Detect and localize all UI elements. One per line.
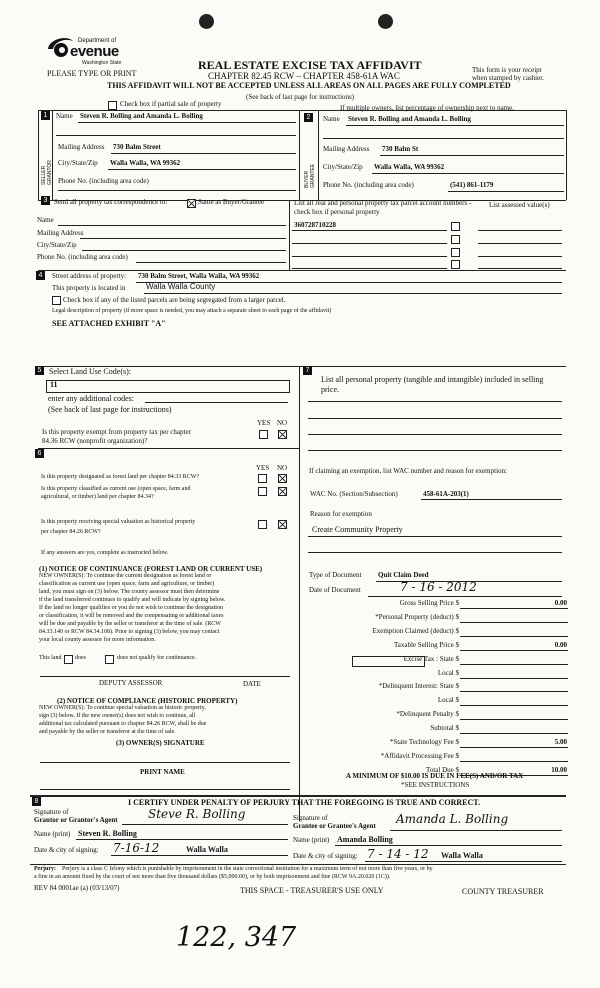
section-2-badge: 2 (304, 113, 313, 122)
exempt-no-checkbox[interactable] (278, 430, 287, 439)
grantor-signing-date[interactable]: 7-16-12 (113, 841, 160, 855)
corr-mail-label: Mailing Address (37, 229, 84, 237)
additional-codes-label: enter any additional codes: (48, 394, 134, 403)
buyer-side-label: BUYER GRANTEE (304, 163, 316, 188)
fee-value[interactable]: 10.00 (551, 766, 567, 774)
sv-no-header: NO (277, 464, 288, 472)
fee-value[interactable]: 0.00 (554, 641, 567, 649)
grantor-signature[interactable]: Steve R. Bolling (148, 807, 246, 821)
doc-type-label: Type of Document (309, 571, 362, 579)
wac-number[interactable]: 458-61A-203(1) (423, 490, 469, 498)
fee-label: Taxable Selling Price $ (393, 641, 459, 649)
section-8-badge: 8 (32, 797, 41, 806)
grantor-print-name[interactable]: Steven R. Bolling (78, 829, 137, 838)
seller-city[interactable]: Walla Walla, WA 99362 (110, 159, 181, 167)
form-chapter: CHAPTER 82.45 RCW – CHAPTER 458-61A WAC (208, 71, 400, 81)
logo-word: evenue (70, 43, 119, 60)
owner-signature-title: (3) OWNER(S) SIGNATURE (116, 739, 205, 747)
corr-phone-label: Phone No. (including area code) (37, 253, 128, 261)
section-7-badge: 7 (303, 366, 312, 375)
historic-question-1: Is this property receiving special valuation as historical property (41, 519, 196, 525)
see-back-header: (See back of last page for instructions) (246, 93, 355, 101)
n1-lines-line: classification as current use (open space, farm and agriculture, or timber) (39, 581, 215, 587)
notice-continuance-title: (1) NOTICE OF CONTINUANCE (FOREST LAND OR CURRENT USE) (39, 565, 263, 573)
fee-label: Local $ (437, 696, 459, 704)
section-3-badge: 3 (41, 196, 50, 205)
section-1-badge: 1 (41, 111, 50, 120)
fee-label: Gross Selling Price $ (399, 599, 459, 607)
does-qualify-checkbox[interactable] (64, 655, 73, 664)
land-use-instructions: (See back of last page for instructions) (48, 405, 172, 414)
fee-label: *Personal Property (deduct) $ (375, 613, 459, 621)
buyer-mail[interactable]: 730 Balm St (382, 145, 419, 153)
land-use-code: 11 (50, 380, 58, 389)
grantor-sig-label-a: Signature of (34, 808, 69, 816)
buyer-city[interactable]: Walla Walla, WA 99362 (374, 163, 445, 171)
exemption-reason[interactable]: Create Community Property (312, 525, 403, 534)
sv-yes-header: YES (256, 464, 270, 472)
perjury-label: Perjury: (34, 866, 56, 872)
parcel-header: List all real and personal property tax parcel account numbers - check box if personal property (294, 199, 472, 216)
grantee-name-label: Name (print) (293, 836, 330, 844)
seller-city-label: City/State/Zip (58, 159, 98, 167)
form-warning: THIS AFFIDAVIT WILL NOT BE ACCEPTED UNLESS ALL AREAS ON ALL PAGES ARE FULLY COMPLETED (107, 81, 511, 90)
county-treasurer-label: COUNTY TREASURER (462, 887, 544, 896)
parcel-personal-checkbox-2[interactable] (451, 235, 460, 244)
section-4-badge: 4 (36, 271, 45, 280)
binder-hole-right (378, 14, 393, 29)
logo-state: Washington State (82, 60, 122, 66)
street-address[interactable]: 730 Balm Street, Walla Walla, WA 99362 (138, 272, 260, 280)
n2-lines-line: and payable by the seller or transferor at the time of sale. (39, 729, 176, 735)
fee-label: Subtotal $ (430, 724, 459, 732)
buyer-city-label: City/State/Zip (323, 163, 363, 171)
this-land-label: This land (39, 655, 62, 661)
grantee-sig-label-b: Grantee or Grantee's Agent (293, 822, 376, 830)
exempt-no-header: NO (277, 419, 288, 427)
segregated-label: Check box if any of the listed parcels are being segregated from a larger parcel. (63, 296, 286, 304)
partial-sale-checkbox[interactable] (108, 101, 117, 110)
minimum-due-note: A MINIMUM OF $10.00 IS DUE IN FEE(S) AND/OR TAX (346, 772, 524, 780)
fee-label: Total Due $ (426, 766, 459, 774)
seller-phone-label: Phone No. (including area code) (58, 177, 149, 185)
seller-name[interactable]: Steven R. Bolling and Amanda L. Bolling (80, 112, 203, 120)
n1-lines-line: or classification, it will be removed and the compensating or additional taxes (39, 613, 224, 619)
fee-label: *Delinquent Penalty $ (396, 710, 459, 718)
forest-no-checkbox[interactable] (278, 474, 287, 483)
n2-lines-line: NEW OWNER(S): To continue special valuation as historic property, (39, 705, 206, 711)
partial-sale-label: Check box if partial sale of property (120, 100, 222, 108)
fee-label: Excise Tax : State $ (403, 655, 459, 663)
buyer-name[interactable]: Steven R. Bolling and Amanda L. Bolling (348, 115, 471, 123)
grantee-date-label: Date & city of signing: (293, 852, 358, 860)
wac-label: WAC No. (Section/Subsection) (310, 490, 398, 498)
parcel-personal-checkbox-3[interactable] (451, 248, 460, 257)
grantee-signature[interactable]: Amanda L. Bolling (396, 812, 509, 826)
seller-name-label: Name (56, 112, 73, 120)
seller-mail-label: Mailing Address (58, 143, 105, 151)
forest-yes-checkbox[interactable] (258, 474, 267, 483)
if-yes-instruction: If any answers are yes, complete as instructed below. (41, 550, 169, 556)
exemption-claim-label: If claiming an exemption, list WAC number and reason for exemption: (309, 467, 507, 475)
buyer-phone-label: Phone No. (including area code) (323, 181, 414, 189)
print-name-label: PRINT NAME (140, 768, 185, 776)
seller-side-label: SELLER GRANTOR (41, 160, 53, 185)
exempt-yes-header: YES (257, 419, 271, 427)
n1-lines-line: your local county assessor for more information. (39, 637, 156, 643)
perjury-line-2: a fine in an amount fixed by the court of not more than five thousand dollars ($5,000.00), or by both imprisonment and fine (RCW 9A.20.020 (1C)). (34, 874, 391, 880)
multiple-owners-note: If multiple owners, list percentage of ownership next to name. (340, 104, 514, 112)
fee-value[interactable]: 0.00 (554, 599, 567, 607)
parcel-personal-checkbox-1[interactable] (451, 222, 460, 231)
current-use-question-1: Is this property classified as current use (open space, farm and (41, 486, 191, 492)
n1-lines-line: If the land no longer qualifies or you do not wish to continue the designation (39, 605, 223, 611)
n1-lines-line: will be due and payable by the seller or transferor at the time of sale. (RCW (39, 621, 221, 627)
doc-date-label: Date of Document (309, 586, 361, 594)
see-instructions-note: *SEE INSTRUCTIONS (401, 781, 470, 789)
fee-label: *State Technology Fee $ (389, 738, 459, 746)
certification-statement: I CERTIFY UNDER PENALTY OF PERJURY THAT THE FOREGOING IS TRUE AND CORRECT. (128, 798, 481, 807)
form-revision: REV 84 0001ae (a) (03/13/07) (34, 884, 120, 892)
receipt-line1: This form is your receipt (472, 66, 542, 74)
parcel-number[interactable]: 360728710228 (294, 221, 336, 229)
perjury-line-1: Perjury is a class C felony which is punishable by imprisonment in the state correctional institution for a maximum term of not more than five years, or by (62, 866, 433, 872)
county-name[interactable]: Walla Walla County (146, 282, 216, 291)
historic-no-checkbox[interactable] (278, 520, 287, 529)
doc-date[interactable]: 7 - 16 - 2012 (400, 580, 477, 594)
grantee-sig-label-a: Signature of (293, 814, 328, 822)
seller-mail[interactable]: 730 Balm Street (113, 143, 161, 151)
exempt-question-2: 84.36 RCW (nonprofit organization)? (42, 437, 148, 445)
fee-label: Exemption Claimed (deduct) $ (372, 627, 459, 635)
excise-rate-box[interactable] (352, 656, 425, 667)
buyer-name-label: Name (323, 115, 340, 123)
logo-department: Department of (78, 38, 117, 44)
personal-property-label-2: price. (321, 385, 339, 394)
corr-name-label: Name (37, 216, 54, 224)
grantee-signing-date[interactable]: 7 - 14 - 12 (367, 847, 429, 861)
please-type: PLEASE TYPE OR PRINT (47, 69, 137, 78)
grantor-sig-label-b: Grantor or Grantor's Agent (34, 816, 118, 824)
segregated-checkbox[interactable] (52, 296, 61, 305)
reason-label: Reason for exemption (310, 510, 372, 518)
deputy-assessor-label: DEPUTY ASSESSOR (99, 679, 163, 687)
current-use-yes-checkbox[interactable] (258, 487, 267, 496)
legal-description-label: Legal description of property (if more space is needed, you may attach a separate sheet to each page of the affidavit) (52, 308, 332, 314)
n1-lines-line: 84.33.140 or RCW 84.34.108). Prior to signing (3) below, you may contact (39, 629, 220, 635)
n1-lines-line: NEW OWNER(S): To continue the current designation as forest land or (39, 573, 212, 579)
fee-label: *Affidavit Processing Fee $ (380, 752, 459, 760)
corr-city-label: City/State/Zip (37, 241, 77, 249)
receipt-line2: when stamped by cashier. (472, 74, 544, 82)
same-as-buyer-checkbox[interactable] (187, 199, 196, 208)
buyer-mail-label: Mailing Address (323, 145, 370, 153)
personal-property-label: List all personal property (tangible and intangible) included in selling (321, 375, 544, 384)
fee-label: *Delinquent Interest: State $ (378, 682, 459, 690)
does-not-label: does not qualify for continuance. (117, 655, 197, 661)
located-label: This property is located in (52, 284, 126, 292)
street-label: Street address of property: (52, 272, 127, 280)
grantee-signing-city[interactable]: Walla Walla (441, 851, 483, 860)
grantor-signing-city[interactable]: Walla Walla (186, 845, 228, 854)
treasurer-space-label: THIS SPACE - TREASURER'S USE ONLY (240, 886, 384, 895)
send-correspondence-label: Send all property tax correspondence to: (54, 198, 168, 206)
notice-compliance-title: (2) NOTICE OF COMPLIANCE (HISTORIC PROPERTY) (57, 697, 238, 705)
does-label: does (75, 655, 86, 661)
land-use-field[interactable] (46, 380, 290, 393)
forest-land-question: Is this property designated as forest land per chapter 84.33 RCW? (41, 474, 200, 480)
doc-type[interactable]: Quit Claim Deed (378, 571, 429, 579)
current-use-no-checkbox[interactable] (278, 487, 287, 496)
grantor-date-label: Date & city of signing: (34, 846, 99, 854)
fee-label: Local $ (437, 669, 459, 677)
grantee-print-name[interactable]: Amanda Bolling (337, 835, 393, 844)
fee-value[interactable]: 5.00 (554, 738, 567, 746)
same-as-buyer-label: Same as Buyer/Grantee (198, 198, 265, 206)
buyer-phone[interactable]: (541) 861-1179 (450, 181, 494, 189)
n1-lines-line: if the land transferred continues to qualify and will indicate by signing below. (39, 597, 226, 603)
land-use-label: Select Land Use Code(s): (49, 367, 131, 376)
n2-lines-line: additional tax calculated pursuant to chapter 84.26 RCW, shall be due (39, 721, 207, 727)
form-title: REAL ESTATE EXCISE TAX AFFIDAVIT (198, 58, 422, 72)
assessed-header: List assessed value(s) (489, 201, 550, 209)
n1-lines-line: land, you must sign on (3) below. The county assessor must then determine (39, 589, 220, 595)
binder-hole-left (199, 14, 214, 29)
historic-yes-checkbox[interactable] (258, 520, 267, 529)
section-5-badge: 5 (35, 366, 44, 375)
historic-question-2: per chapter 84.26 RCW? (41, 529, 101, 535)
legal-exhibit-ref[interactable]: SEE ATTACHED EXHIBIT "A" (52, 319, 166, 328)
exempt-question-1: Is this property exempt from property tax per chapter (42, 428, 191, 436)
section-6-badge: 6 (35, 449, 44, 458)
n2-lines-line: sign (3) below. If the new owner(s) does not wish to continue, all (39, 713, 196, 719)
deputy-date-label: DATE (243, 680, 261, 688)
exempt-yes-checkbox[interactable] (259, 430, 268, 439)
current-use-question-2: agricultural, or timber) land per chapter 84.34? (41, 494, 154, 500)
grantor-name-label: Name (print) (34, 830, 71, 838)
does-not-qualify-checkbox[interactable] (105, 655, 114, 664)
handwritten-number: 122, 347 (176, 922, 297, 953)
parcel-personal-checkbox-4[interactable] (451, 260, 460, 269)
